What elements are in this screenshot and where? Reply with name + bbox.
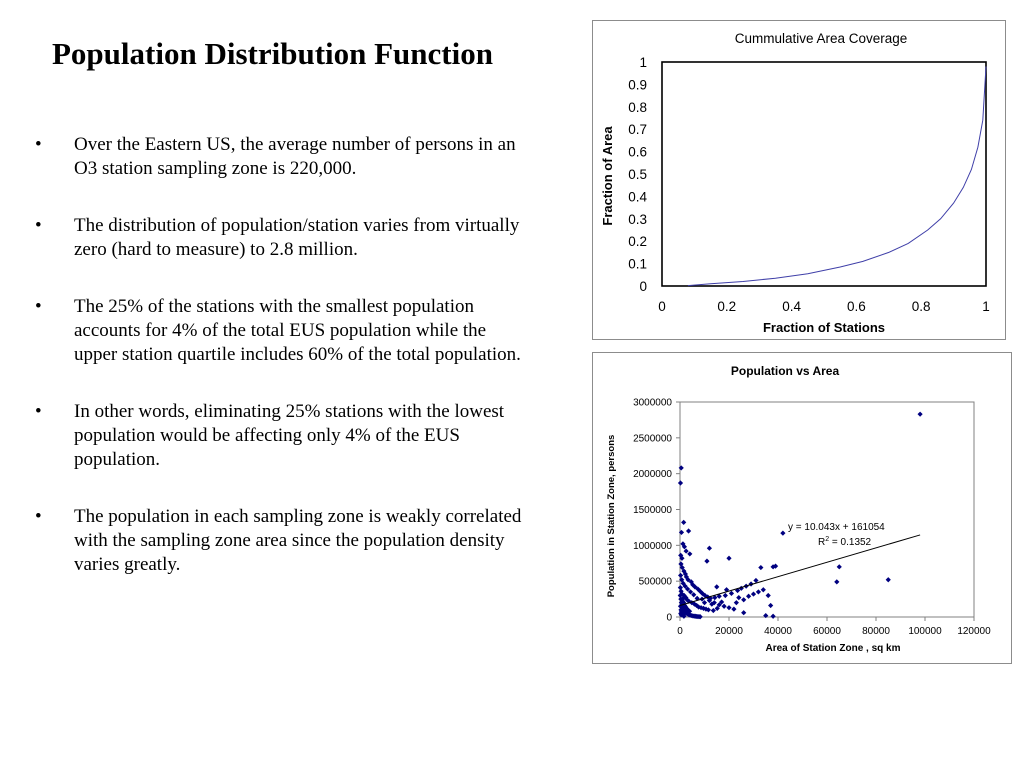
y-tick-label: 0.6 bbox=[628, 144, 647, 160]
chart-title: Population vs Area bbox=[730, 364, 840, 378]
y-tick-label: 0.1 bbox=[628, 256, 647, 272]
y-tick-label: 1500000 bbox=[633, 505, 672, 516]
y-tick-label: 0.3 bbox=[628, 211, 647, 227]
x-tick-label: 1 bbox=[982, 299, 990, 314]
bullet-text: The distribution of population/station varies from virtually zero (hard to measure) to 2.8 million. bbox=[74, 215, 520, 260]
x-tick-label: 0.6 bbox=[847, 299, 866, 314]
scatter-point bbox=[679, 465, 684, 470]
scatter-point bbox=[780, 531, 785, 536]
scatter-point bbox=[741, 610, 746, 615]
x-tick-label: 100000 bbox=[908, 626, 942, 637]
scatter-point bbox=[734, 600, 739, 605]
r2-superscript: 2 bbox=[825, 536, 830, 543]
bullet-text: Over the Eastern US, the average number of persons in an O3 station sampling zone is 220,000. bbox=[74, 134, 516, 179]
scatter-point bbox=[723, 593, 728, 598]
scatter-point bbox=[758, 565, 763, 570]
scatter-point bbox=[686, 528, 691, 533]
y-tick-label: 2500000 bbox=[633, 433, 672, 445]
plot-area bbox=[662, 62, 986, 286]
y-tick-label: 500000 bbox=[638, 576, 672, 588]
scatter-points bbox=[678, 412, 923, 620]
bullet-item bbox=[30, 295, 530, 367]
bullet-symbol: • bbox=[35, 401, 42, 422]
y-axis-label: Fraction of Area bbox=[600, 126, 615, 226]
x-tick-label: 0 bbox=[677, 626, 683, 637]
y-tick-label: 0.7 bbox=[628, 122, 647, 138]
scatter-point bbox=[729, 591, 734, 596]
scatter-point bbox=[726, 556, 731, 561]
scatter-point bbox=[678, 480, 683, 485]
scatter-point bbox=[714, 584, 719, 589]
scatter-point bbox=[768, 603, 773, 608]
y-tick-label: 0.9 bbox=[628, 77, 647, 93]
cumulative-area-chart-svg bbox=[593, 21, 1005, 339]
y-tick-label: 0 bbox=[639, 279, 647, 294]
x-tick-label: 120000 bbox=[957, 626, 991, 637]
bullet-item bbox=[30, 505, 530, 577]
scatter-point bbox=[756, 589, 761, 594]
scatter-point bbox=[704, 559, 709, 564]
population-vs-area-chart bbox=[592, 352, 1012, 664]
bullet-item bbox=[30, 400, 530, 472]
x-tick-label: 0.2 bbox=[717, 299, 737, 314]
slide-title: Population Distribution Function bbox=[52, 36, 493, 71]
scatter-point bbox=[761, 587, 766, 592]
scatter-point bbox=[751, 591, 756, 596]
bullet-symbol: • bbox=[35, 215, 42, 236]
x-tick-label: 0.8 bbox=[911, 299, 931, 314]
scatter-point bbox=[741, 597, 746, 602]
scatter-point bbox=[918, 412, 923, 417]
y-tick-label: 0.4 bbox=[628, 189, 647, 205]
scatter-point bbox=[771, 614, 776, 619]
scatter-point bbox=[746, 594, 751, 599]
y-tick-label: 0.8 bbox=[628, 99, 647, 115]
scatter-point bbox=[722, 604, 727, 609]
x-tick-label: 0.4 bbox=[782, 299, 801, 314]
scatter-point bbox=[736, 595, 741, 600]
plot-area bbox=[680, 402, 974, 617]
x-tick-label: 80000 bbox=[862, 626, 890, 637]
x-axis-label: Fraction of Stations bbox=[762, 320, 886, 335]
bullet-symbol: • bbox=[35, 296, 42, 317]
scatter-point bbox=[678, 573, 683, 578]
bullet-item bbox=[30, 133, 530, 181]
population-vs-area-chart-svg bbox=[593, 353, 1011, 663]
scatter-point bbox=[731, 607, 736, 612]
x-axis-ticks bbox=[677, 617, 991, 637]
bullet-list bbox=[30, 133, 530, 610]
y-tick-label: 3000000 bbox=[633, 397, 672, 409]
y-tick-label: 0.5 bbox=[628, 167, 647, 182]
scatter-point bbox=[681, 520, 686, 525]
scatter-point bbox=[726, 605, 731, 610]
bullet-text: In other words, eliminating 25% stations with the lowest population would be affecting only 4% of the EUS population. bbox=[74, 401, 505, 470]
y-tick-label: 2000000 bbox=[633, 469, 672, 481]
scatter-point bbox=[834, 579, 839, 584]
r2-label: R bbox=[818, 537, 826, 548]
trendline-r2 bbox=[818, 536, 872, 548]
x-axis-label: Area of Station Zone , sq km bbox=[765, 643, 901, 654]
y-axis-label: Population in Station Zone, persons bbox=[606, 434, 617, 598]
scatter-point bbox=[687, 551, 692, 556]
x-tick-label: 40000 bbox=[764, 626, 792, 637]
series-line bbox=[688, 67, 986, 286]
bullet-text: The 25% of the stations with the smallest population accounts for 4% of the total EUS population while the upper station quartile includes 60% of the total population. bbox=[74, 296, 521, 365]
trendline bbox=[680, 535, 920, 606]
y-tick-label: 0.2 bbox=[628, 234, 647, 250]
x-tick-label: 60000 bbox=[813, 626, 841, 637]
y-tick-label: 0 bbox=[666, 612, 672, 624]
scatter-point bbox=[837, 564, 842, 569]
trendline-equation: y = 10.043x + 161054 bbox=[788, 522, 885, 533]
bullet-item bbox=[30, 214, 530, 262]
bullet-symbol: • bbox=[35, 134, 42, 155]
y-axis-ticks bbox=[628, 55, 647, 294]
bullet-text: The population in each sampling zone is weakly correlated with the sampling zone area since the population density varies greatly. bbox=[74, 506, 522, 575]
y-tick-label: 1 bbox=[639, 55, 647, 70]
scatter-point bbox=[707, 546, 712, 551]
r2-value: = 0.1352 bbox=[829, 537, 872, 548]
bullet-symbol: • bbox=[35, 506, 42, 527]
scatter-point bbox=[886, 577, 891, 582]
cumulative-area-chart bbox=[592, 20, 1006, 340]
x-axis-ticks bbox=[658, 299, 990, 314]
x-tick-label: 20000 bbox=[715, 626, 743, 637]
y-tick-label: 1000000 bbox=[633, 540, 672, 552]
x-tick-label: 0 bbox=[658, 299, 666, 314]
y-axis-ticks bbox=[633, 398, 680, 624]
scatter-point bbox=[766, 593, 771, 598]
chart-title: Cummulative Area Coverage bbox=[734, 31, 908, 46]
